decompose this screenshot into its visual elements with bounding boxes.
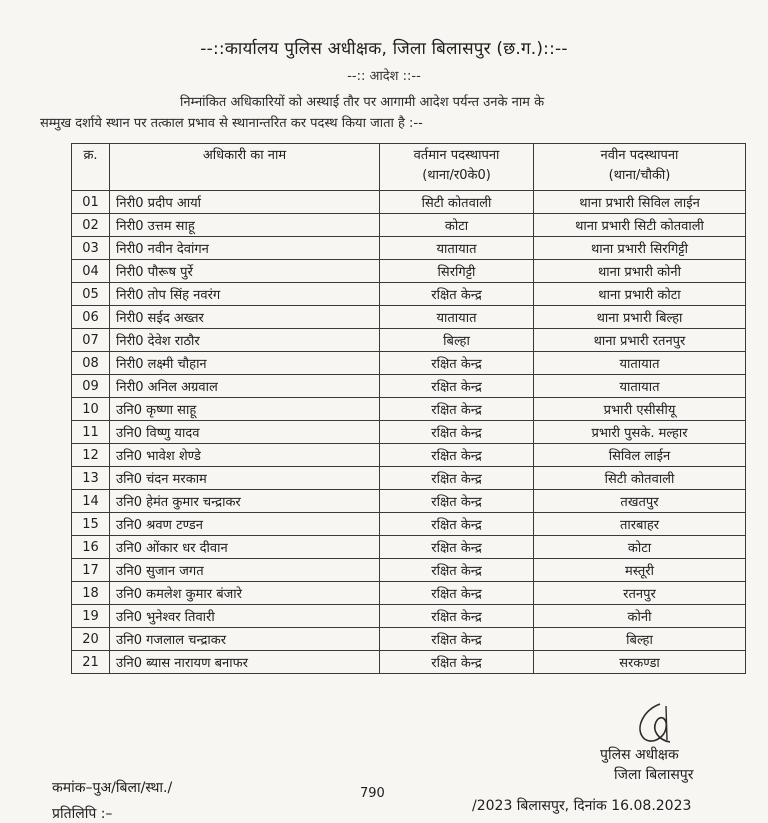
cell-new-posting: कोनी xyxy=(534,605,746,628)
cell-new-posting: प्रभारी पुसके. मल्हार xyxy=(534,421,746,444)
cell-officer-name: उनि0 श्रवण टण्डन xyxy=(110,513,380,536)
table-row xyxy=(72,467,746,490)
signing-officer-block xyxy=(600,745,740,785)
table-row xyxy=(72,651,746,674)
cell-serial: 20 xyxy=(72,628,110,651)
cell-officer-name: उनि0 ब्यास नारायण बनाफर xyxy=(110,651,380,674)
cell-current-posting: रक्षित केन्द्र xyxy=(380,605,534,628)
cell-current-posting: रक्षित केन्द्र xyxy=(380,582,534,605)
table-row xyxy=(72,191,746,214)
cell-serial: 12 xyxy=(72,444,110,467)
officer-district: जिला बिलासपुर xyxy=(614,767,694,783)
table-row xyxy=(72,329,746,352)
header-new-posting-line2: (थाना/चौकी) xyxy=(608,168,671,183)
cell-current-posting: रक्षित केन्द्र xyxy=(380,536,534,559)
cell-current-posting: रक्षित केन्द्र xyxy=(380,375,534,398)
cell-new-posting: थाना प्रभारी रतनपुर xyxy=(534,329,746,352)
cell-current-posting: रक्षित केन्द्र xyxy=(380,467,534,490)
cell-current-posting: रक्षित केन्द्र xyxy=(380,651,534,674)
cell-current-posting: रक्षित केन्द्र xyxy=(380,628,534,651)
cell-officer-name: उनि0 गजलाल चन्द्राकर xyxy=(110,628,380,651)
header-current-posting-line2: (थाना/र0के0) xyxy=(422,168,491,183)
cell-serial: 09 xyxy=(72,375,110,398)
header-current-posting-line1: वर्तमान पदस्थापना xyxy=(413,148,500,163)
order-reference-number: 790 xyxy=(360,786,385,801)
cell-current-posting: यातायात xyxy=(380,237,534,260)
signature-mark xyxy=(626,700,682,750)
table-row xyxy=(72,490,746,513)
cell-current-posting: रक्षित केन्द्र xyxy=(380,421,534,444)
cell-serial: 11 xyxy=(72,421,110,444)
cell-officer-name: निरी0 तोप सिंह नवरंग xyxy=(110,283,380,306)
table-row xyxy=(72,444,746,467)
cell-new-posting: सिटी कोतवाली xyxy=(534,467,746,490)
order-label: --:: आदेश ::-- xyxy=(347,69,421,84)
table-row xyxy=(72,260,746,283)
cell-new-posting: थाना प्रभारी कोनी xyxy=(534,260,746,283)
header-new-posting xyxy=(534,144,746,191)
cell-new-posting: प्रभारी एसीसीयू xyxy=(534,398,746,421)
cell-serial: 17 xyxy=(72,559,110,582)
cell-serial: 02 xyxy=(72,214,110,237)
cell-serial: 05 xyxy=(72,283,110,306)
cell-officer-name: उनि0 भावेश शेण्डे xyxy=(110,444,380,467)
cell-serial: 21 xyxy=(72,651,110,674)
table-body xyxy=(72,191,746,674)
cell-new-posting: कोटा xyxy=(534,536,746,559)
table-row xyxy=(72,352,746,375)
cell-officer-name: उनि0 भुनेश्वर तिवारी xyxy=(110,605,380,628)
cell-new-posting: थाना प्रभारी बिल्हा xyxy=(534,306,746,329)
cell-officer-name: उनि0 सुजान जगत xyxy=(110,559,380,582)
cell-officer-name: निरी0 पौरूष पुर्रे xyxy=(110,260,380,283)
cell-new-posting: तखतपुर xyxy=(534,490,746,513)
cell-new-posting: तारबाहर xyxy=(534,513,746,536)
table-row xyxy=(72,375,746,398)
cell-serial: 14 xyxy=(72,490,110,513)
cell-officer-name: उनि0 हेमंत कुमार चन्द्राकर xyxy=(110,490,380,513)
cell-current-posting: रक्षित केन्द्र xyxy=(380,490,534,513)
cell-officer-name: निरी0 सईद अख्तर xyxy=(110,306,380,329)
cell-current-posting: यातायात xyxy=(380,306,534,329)
cell-new-posting: सरकण्डा xyxy=(534,651,746,674)
cell-current-posting: रक्षित केन्द्र xyxy=(380,513,534,536)
cell-serial: 08 xyxy=(72,352,110,375)
cell-officer-name: निरी0 नवीन देवांगन xyxy=(110,237,380,260)
cell-serial: 16 xyxy=(72,536,110,559)
intro-line-1: निम्नांकित अधिकारियों को अस्थाई तौर पर आगामी आदेश पर्यन्त उनके नाम के xyxy=(180,95,545,110)
order-date-line: /2023 बिलासपुर, दिनांक 16.08.2023 xyxy=(472,798,692,814)
cell-new-posting: रतनपुर xyxy=(534,582,746,605)
cell-new-posting: थाना प्रभारी कोटा xyxy=(534,283,746,306)
table-row xyxy=(72,306,746,329)
table-row xyxy=(72,582,746,605)
cell-new-posting: थाना प्रभारी सिविल लाईन xyxy=(534,191,746,214)
cell-new-posting: यातायात xyxy=(534,352,746,375)
header-serial: क्र. xyxy=(72,144,110,191)
cell-serial: 10 xyxy=(72,398,110,421)
table-row xyxy=(72,536,746,559)
cell-officer-name: उनि0 ओंकार धर दीवान xyxy=(110,536,380,559)
cell-serial: 15 xyxy=(72,513,110,536)
table-row xyxy=(72,559,746,582)
cell-current-posting: कोटा xyxy=(380,214,534,237)
cell-officer-name: निरी0 लक्ष्मी चौहान xyxy=(110,352,380,375)
cell-new-posting: थाना प्रभारी सिटी कोतवाली xyxy=(534,214,746,237)
cell-serial: 04 xyxy=(72,260,110,283)
order-intro-paragraph xyxy=(40,92,752,134)
cell-new-posting: मस्तूरी xyxy=(534,559,746,582)
cell-serial: 18 xyxy=(72,582,110,605)
cell-serial: 07 xyxy=(72,329,110,352)
cell-current-posting: रक्षित केन्द्र xyxy=(380,398,534,421)
header-current-posting xyxy=(380,144,534,191)
cell-officer-name: उनि0 चंदन मरकाम xyxy=(110,467,380,490)
cell-current-posting: रक्षित केन्द्र xyxy=(380,444,534,467)
table-row xyxy=(72,628,746,651)
header-officer-name: अधिकारी का नाम xyxy=(110,144,380,191)
table-row xyxy=(72,513,746,536)
table-row xyxy=(72,214,746,237)
copy-to-label: प्रतिलिपि :– xyxy=(52,806,113,822)
intro-line-2: सम्मुख दर्शाये स्थान पर तत्काल प्रभाव से स्थानान्तरित कर पदस्थ किया जाता है :-- xyxy=(40,116,423,131)
cell-new-posting: यातायात xyxy=(534,375,746,398)
table-row xyxy=(72,283,746,306)
cell-current-posting: रक्षित केन्द्र xyxy=(380,352,534,375)
cell-new-posting: सिविल लाईन xyxy=(534,444,746,467)
cell-current-posting: बिल्हा xyxy=(380,329,534,352)
table-row xyxy=(72,421,746,444)
cell-officer-name: उनि0 विष्णु यादव xyxy=(110,421,380,444)
cell-new-posting: थाना प्रभारी सिरगिट्टी xyxy=(534,237,746,260)
cell-serial: 19 xyxy=(72,605,110,628)
cell-current-posting: रक्षित केन्द्र xyxy=(380,283,534,306)
cell-current-posting: सिटी कोतवाली xyxy=(380,191,534,214)
order-reference: कमांक–पुअ/बिला/स्था./ xyxy=(52,780,173,796)
table-row xyxy=(72,237,746,260)
cell-officer-name: निरी0 उत्तम साहू xyxy=(110,214,380,237)
cell-officer-name: निरी0 अनिल अग्रवाल xyxy=(110,375,380,398)
office-title: --::कार्यालय पुलिस अधीक्षक, जिला बिलासपुर (छ.ग.)::-- xyxy=(200,39,568,59)
cell-serial: 03 xyxy=(72,237,110,260)
transfer-table xyxy=(71,143,746,674)
cell-serial: 01 xyxy=(72,191,110,214)
table-row xyxy=(72,605,746,628)
cell-officer-name: निरी0 देवेश राठौर xyxy=(110,329,380,352)
table-row xyxy=(72,398,746,421)
cell-officer-name: उनि0 कृष्णा साहू xyxy=(110,398,380,421)
cell-serial: 13 xyxy=(72,467,110,490)
cell-officer-name: निरी0 प्रदीप आर्या xyxy=(110,191,380,214)
cell-current-posting: सिरगिट्टी xyxy=(380,260,534,283)
table-header-row xyxy=(72,144,746,191)
cell-serial: 06 xyxy=(72,306,110,329)
header-new-posting-line1: नवीन पदस्थापना xyxy=(600,148,679,163)
cell-current-posting: रक्षित केन्द्र xyxy=(380,559,534,582)
cell-new-posting: बिल्हा xyxy=(534,628,746,651)
cell-officer-name: उनि0 कमलेश कुमार बंजारे xyxy=(110,582,380,605)
officer-designation: पुलिस अधीक्षक xyxy=(600,747,679,763)
